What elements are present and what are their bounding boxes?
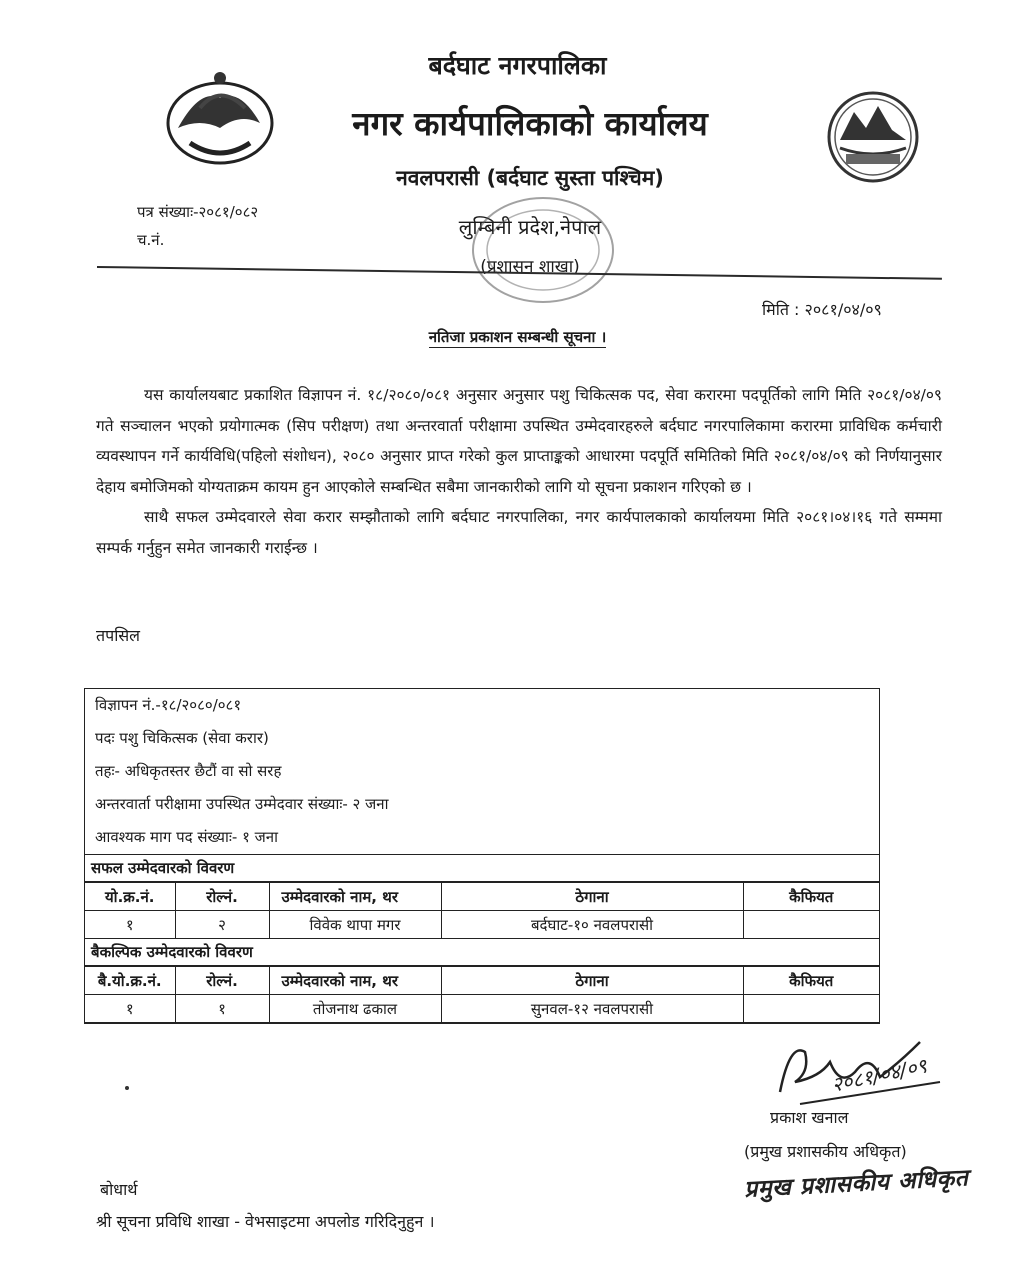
body-paragraph-1: यस कार्यालयबाट प्रकाशित विज्ञापन नं. १८/२०८०/०८१ अनुसार अनुसार पशु चिकित्सक पद, सेवा करारमा पदपूर्तिको लागि मिति २०८१/०४/०९ गते सञ्चालन भएको प्रयोगात्मक (सिप परीक्षण) तथा अन्तरवार्ता परीक्षामा उपस्थित उम्मेदवारहरुले बर्दघाट नगरपालिकामा करारमा प्राविधिक कर्मचारी व्यवस्थापन गर्ने कार्यविधि(पहिलो संशोधन), २०८० अनुसार प्राप्त गरेको कुल प्राप्ताङ्कको आधारमा पदपूर्ति समितिको मिति २०८१/०४/०९ को निर्णयानुसार देहाय बमोजिमको योग्यताक्रम कायम हुन आएकोले सम्बन्धित सबैमा जानकारीको लागि यो सूचना प्रकाशन गरिएको छ ।: [96, 386, 942, 496]
signature-icon: [760, 1022, 950, 1112]
office-name: नगर कार्यपालिकाको कार्यालय: [352, 104, 708, 143]
table-header-cell: ठेगाना: [441, 967, 743, 995]
required-posts: आवश्यक माग पद संख्याः- १ जना: [85, 821, 879, 855]
alternate-candidates-title: बैकल्पिक उम्मेदवारको विवरण: [85, 939, 879, 966]
designation-stamp: प्रमुख प्रशासकीय अधिकृत: [743, 1165, 969, 1203]
successful-candidates-title: सफल उम्मेदवारको विवरण: [85, 855, 879, 882]
table-cell: १: [85, 911, 175, 939]
table-row: [85, 995, 879, 1023]
cc-line: श्री सूचना प्रविधि शाखा - वेभसाइटमा अपलोड गरिदिनुहुन ।: [96, 1212, 435, 1231]
table-cell: सुनवल-१२ नवलपरासी: [441, 995, 743, 1023]
table-cell: तोजनाथ ढकाल: [269, 995, 441, 1023]
province-line: लुम्बिनी प्रदेश,नेपाल: [458, 215, 602, 239]
details-box: [84, 688, 880, 1024]
table-header-cell: कैफियत: [743, 883, 879, 911]
table-header-cell: उम्मेदवारको नाम, थर: [269, 883, 441, 911]
table-header-cell: यो.क्र.नं.: [85, 883, 175, 911]
table-header-row: [85, 967, 879, 995]
table-row: [85, 911, 879, 939]
table-cell: [743, 995, 879, 1023]
cc-label: बोधार्थ: [100, 1180, 138, 1199]
interview-count: अन्तरवार्ता परीक्षामा उपस्थित उम्मेदवार संख्याः- २ जना: [95, 795, 389, 813]
table-header-cell: रोल्नं.: [175, 967, 269, 995]
office-location: नवलपरासी (बर्दघाट सुस्ता पश्चिम): [396, 166, 664, 190]
stray-mark: [125, 1086, 129, 1090]
post-level: तहः- अधिकृतस्तर छैटौं वा सो सरह: [95, 762, 282, 780]
letter-number: पत्र संख्याः-२०८१/०८२: [137, 203, 259, 221]
table-header-cell: रोल्नं.: [175, 883, 269, 911]
successful-candidates-table: [85, 882, 879, 939]
table-header-cell: बै.यो.क्र.नं.: [85, 967, 175, 995]
signatory-name: प्रकाश खनाल: [770, 1108, 849, 1127]
dispatch-number: च.नं.: [137, 231, 165, 249]
subject-text: नतिजा प्रकाशन सम्बन्धी सूचना ।: [428, 328, 607, 346]
reference-block: [137, 198, 258, 254]
notice-body: [96, 380, 942, 563]
table-cell: १: [175, 995, 269, 1023]
notice-date: मिति : २०८१/०४/०९: [762, 300, 882, 319]
table-cell: विवेक थापा मगर: [269, 911, 441, 939]
alternate-candidates-table: [85, 966, 879, 1023]
advert-number: विज्ञापन नं.-१८/२०८०/०८१: [95, 696, 242, 714]
signature-date: २०८१/०४/०९: [829, 1053, 929, 1097]
details-label: तपसिल: [96, 626, 141, 645]
table-cell: २: [175, 911, 269, 939]
table-cell: १: [85, 995, 175, 1023]
branch-line: (प्रशासन शाखा): [480, 257, 580, 277]
table-header-cell: उम्मेदवारको नाम, थर: [269, 967, 441, 995]
office-seal-icon: [468, 190, 618, 310]
table-header-cell: ठेगाना: [441, 883, 743, 911]
table-cell: बर्दघाट-१० नवलपरासी: [441, 911, 743, 939]
table-header-row: [85, 883, 879, 911]
table-header-cell: कैफियत: [743, 967, 879, 995]
notice-subject: [0, 327, 1035, 347]
post-name: पदः पशु चिकित्सक (सेवा करार): [95, 729, 269, 747]
body-paragraph-2: साथै सफल उम्मेदवारले सेवा करार सम्झौताको लागि बर्दघाट नगरपालिका, नगर कार्यपालकाको कार्यालयमा मिति २०८१।०४।१६ गते सम्ममा सम्पर्क गर्नुहुन समेत जानकारी गराईन्छ ।: [96, 508, 942, 557]
signatory-designation: (प्रमुख प्रशासकीय अधिकृत): [744, 1142, 907, 1161]
municipality-name: बर्दघाट नगरपालिका: [428, 51, 607, 80]
table-cell: [743, 911, 879, 939]
